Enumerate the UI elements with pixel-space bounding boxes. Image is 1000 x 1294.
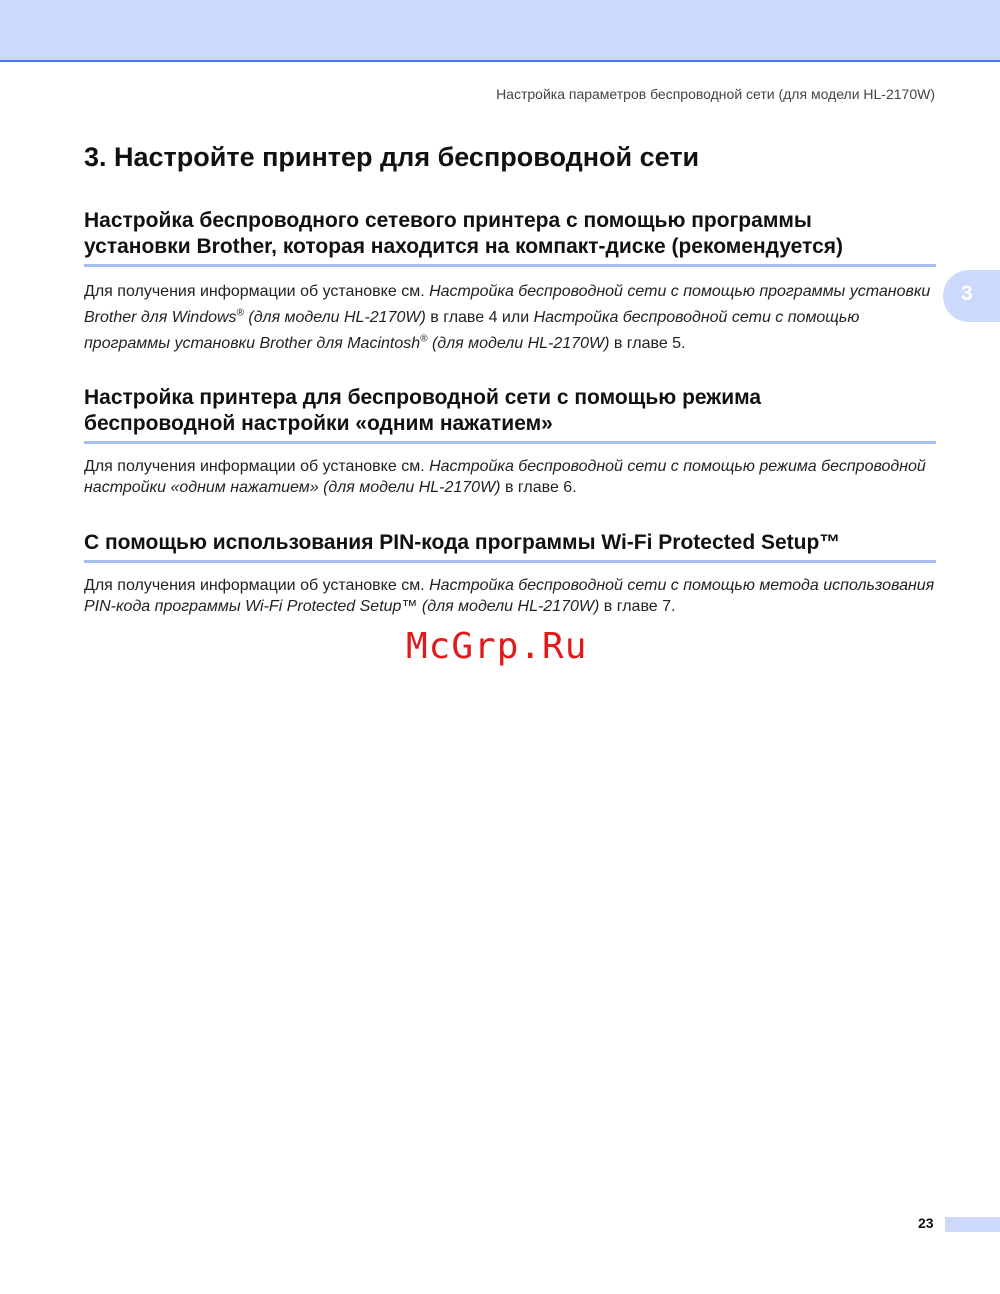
cross-reference-link[interactable]: Настройка беспроводной сети с помощью программы установки Brother для Macintosh® (для модели HL-2170W) bbox=[84, 309, 860, 352]
running-header: Настройка параметров беспроводной сети (для модели HL-2170W) bbox=[496, 86, 935, 102]
chapter-tab bbox=[943, 270, 1000, 322]
section-one-push bbox=[84, 385, 936, 498]
registered-mark: ® bbox=[420, 333, 428, 345]
section-installer-cd bbox=[84, 208, 936, 357]
registered-mark: ® bbox=[236, 307, 244, 319]
page-number: 23 bbox=[918, 1215, 934, 1231]
cross-reference-link[interactable]: Настройка беспроводной сети с помощью метода использования PIN-кода программы Wi-Fi Protected Setup™ (для модели HL-2170W) bbox=[84, 577, 935, 615]
page-tab bbox=[945, 1217, 1000, 1232]
chapter-tab-number: 3 bbox=[961, 282, 973, 305]
body-text: Для получения информации об установке см. bbox=[84, 458, 430, 475]
section-body bbox=[84, 456, 936, 498]
watermark: McGrp.Ru bbox=[406, 626, 588, 667]
section-heading: С помощью использования PIN-кода программы Wi-Fi Protected Setup™ bbox=[84, 530, 936, 563]
body-text: в главе 6. bbox=[500, 479, 577, 496]
section-body bbox=[84, 279, 936, 357]
section-heading bbox=[84, 385, 936, 444]
section-body bbox=[84, 575, 936, 617]
body-text: в главе 5. bbox=[609, 335, 686, 352]
cross-reference-link[interactable]: Настройка беспроводной сети с помощью программы установки Brother для Windows® (для модели HL-2170W) bbox=[84, 283, 931, 326]
cross-reference-link[interactable]: Настройка беспроводной сети с помощью режима беспроводной настройки «одним нажатием» (для модели HL-2170W) bbox=[84, 458, 926, 496]
top-header-band bbox=[0, 0, 1000, 62]
body-text: Для получения информации об установке см. bbox=[84, 577, 430, 594]
section-heading bbox=[84, 208, 936, 267]
body-text: Для получения информации об установке см. bbox=[84, 283, 430, 300]
heading-line: Настройка принтера для беспроводной сети с помощью режима bbox=[84, 386, 762, 409]
heading-line: установки Brother, которая находится на компакт-диске (рекомендуется) bbox=[84, 235, 843, 258]
heading-line: беспроводной настройки «одним нажатием» bbox=[84, 412, 553, 435]
section-wps-pin bbox=[84, 530, 936, 617]
chapter-title: 3. Настройте принтер для беспроводной сети bbox=[84, 142, 700, 172]
body-text: в главе 7. bbox=[599, 598, 676, 615]
heading-line: Настройка беспроводного сетевого принтера с помощью программы bbox=[84, 209, 812, 232]
body-text: в главе 4 или bbox=[425, 309, 534, 326]
